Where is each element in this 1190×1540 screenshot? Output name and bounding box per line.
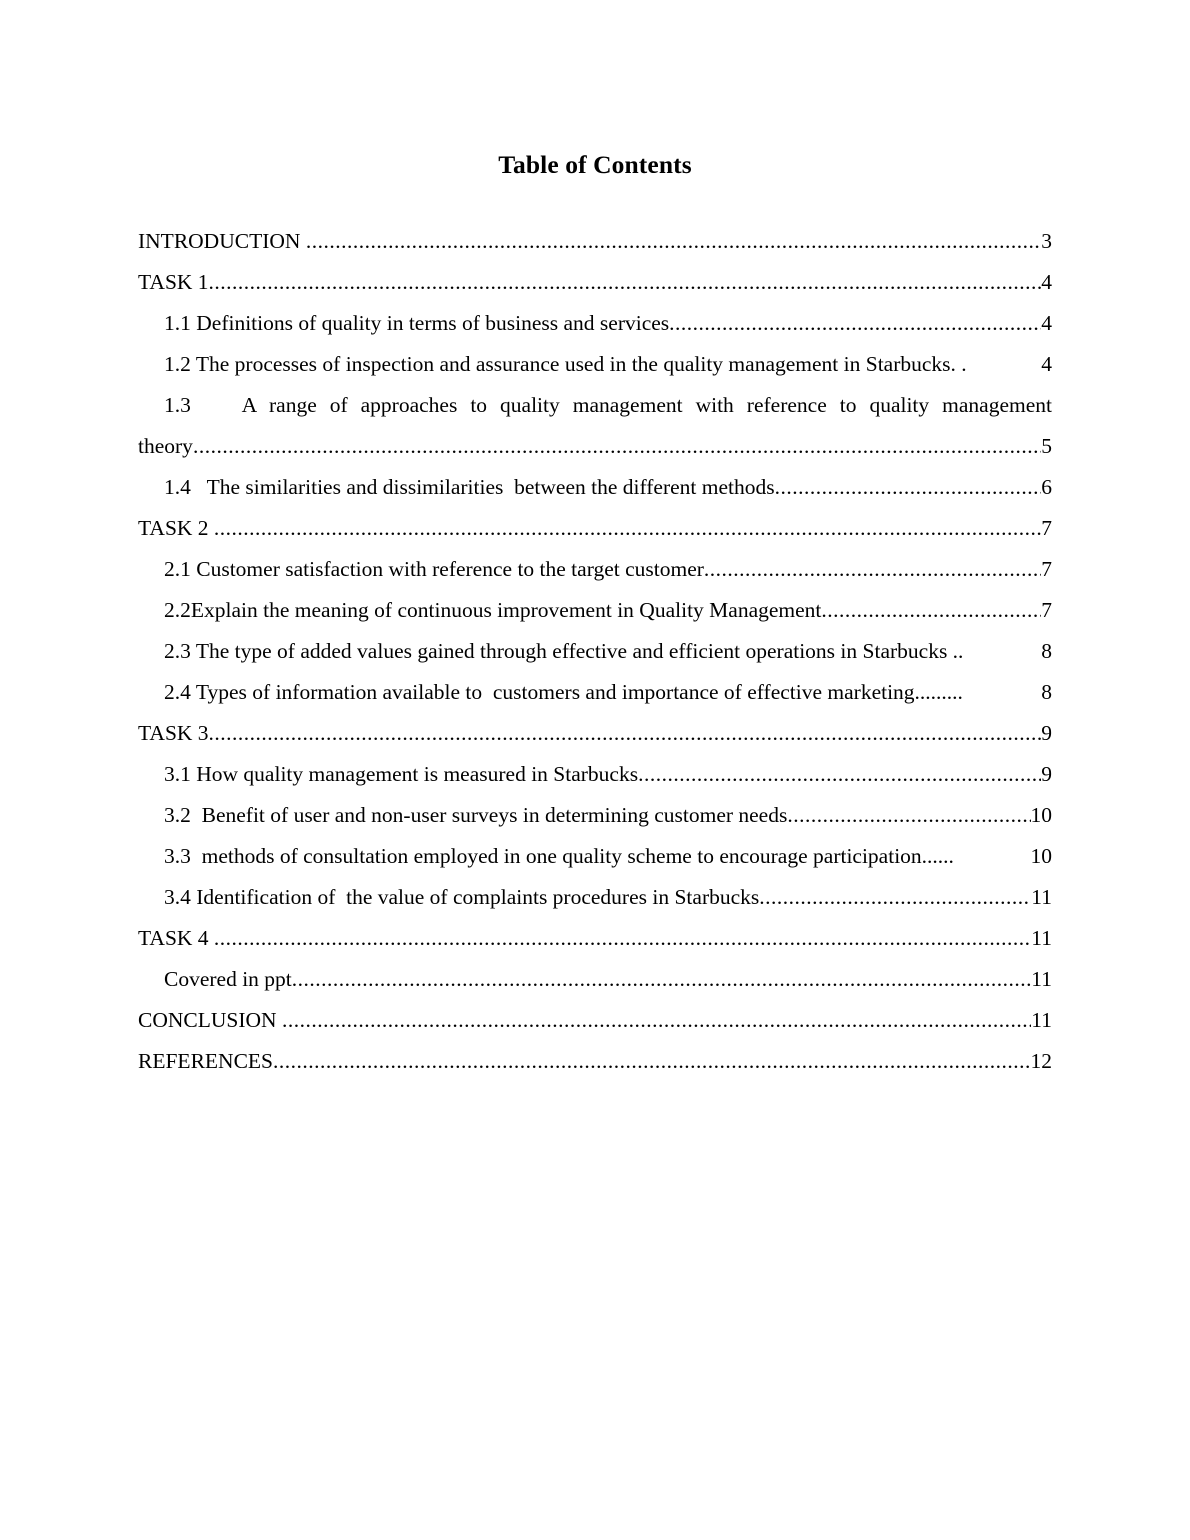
toc-entry-section-3-4[interactable] — [164, 877, 1052, 918]
toc-entry-label: 1.2 The processes of inspection and assurance used in the quality management in Starbucks. . — [164, 351, 967, 376]
toc-entry-label: 2.2Explain the meaning of continuous improvement in Quality Management — [164, 597, 822, 622]
toc-entry-section-3-3[interactable] — [164, 836, 1052, 877]
toc-content — [138, 150, 1052, 1082]
toc-entry-page-number: 10 — [1030, 802, 1052, 827]
toc-entry-label-continuation: theory — [138, 433, 193, 458]
toc-entry-task-2[interactable] — [138, 508, 1052, 549]
toc-entry-label: 2.4 Types of information available to customers and importance of effective marketing......... — [164, 679, 963, 704]
toc-leader-dots — [787, 795, 1030, 836]
toc-entry-label: TASK 3 — [138, 720, 209, 745]
toc-entry-page-number: 11 — [1031, 1007, 1052, 1032]
toc-entry-label: TASK 2 — [138, 515, 214, 540]
toc-entry-page-number: 5 — [1041, 433, 1052, 458]
toc-entry-page-number: 11 — [1031, 925, 1052, 950]
toc-entry-label: INTRODUCTION — [138, 228, 306, 253]
toc-leader-dots — [306, 221, 1041, 262]
toc-entry-page-number: 7 — [1041, 515, 1052, 540]
toc-leader-dots — [282, 1000, 1031, 1041]
toc-leader-dots — [209, 713, 1042, 754]
toc-entry-page-number: 10 — [1030, 843, 1052, 868]
toc-entry-section-1-2[interactable] — [164, 344, 1052, 385]
toc-entry-label: CONCLUSION — [138, 1007, 282, 1032]
toc-entry-covered-in-ppt[interactable] — [164, 959, 1052, 1000]
toc-entry-page-number: 7 — [1041, 597, 1052, 622]
toc-entry-label: 3.4 Identification of the value of complaints procedures in Starbucks — [164, 884, 760, 909]
toc-entry-page-number: 3 — [1041, 228, 1052, 253]
toc-entry-label: TASK 4 — [138, 925, 214, 950]
toc-entry-task-4[interactable] — [138, 918, 1052, 959]
toc-entry-section-2-2[interactable] — [164, 590, 1052, 631]
toc-entry-section-3-1[interactable] — [164, 754, 1052, 795]
toc-entry-page-number: 8 — [1041, 679, 1052, 704]
toc-entry-page-number: 9 — [1041, 720, 1052, 745]
toc-leader-dots — [704, 549, 1041, 590]
toc-entry-page-number: 11 — [1031, 966, 1052, 991]
toc-entry-label: 1.1 Definitions of quality in terms of business and services — [164, 310, 670, 335]
toc-leader-dots — [638, 754, 1041, 795]
toc-entry-page-number: 12 — [1030, 1048, 1052, 1073]
toc-entry-task-1[interactable] — [138, 262, 1052, 303]
toc-leader-dots — [214, 508, 1041, 549]
toc-entry-page-number: 9 — [1041, 761, 1052, 786]
toc-entry-page-number: 8 — [1041, 638, 1052, 663]
toc-leader-dots — [669, 303, 1041, 344]
toc-entry-label: 2.3 The type of added values gained through effective and efficient operations in Starbucks .. — [164, 638, 964, 663]
toc-entry-introduction[interactable] — [138, 221, 1052, 262]
toc-entry-page-number: 7 — [1041, 556, 1052, 581]
toc-entry-label: 3.3 methods of consultation employed in one quality scheme to encourage participation...... — [164, 843, 954, 868]
toc-entry-page-number: 4 — [1041, 351, 1052, 376]
toc-entry-section-1-1[interactable] — [164, 303, 1052, 344]
toc-entry-section-2-1[interactable] — [164, 549, 1052, 590]
toc-entry-page-number: 11 — [1031, 884, 1052, 909]
toc-entry-label: 3.2 Benefit of user and non-user surveys in determining customer needs — [164, 802, 788, 827]
toc-leader-dots — [214, 918, 1031, 959]
toc-entry-section-2-3[interactable] — [164, 631, 1052, 672]
toc-entry-section-1-3[interactable] — [138, 385, 1052, 467]
toc-entry-page-number: 4 — [1041, 310, 1052, 335]
toc-entry-label: 2.1 Customer satisfaction with reference to the target customer — [164, 556, 704, 581]
toc-entry-task-3[interactable] — [138, 713, 1052, 754]
toc-leader-dots — [292, 959, 1032, 1000]
toc-list — [138, 221, 1052, 1082]
toc-leader-dots — [193, 426, 1041, 467]
toc-leader-dots — [775, 467, 1042, 508]
toc-entry-label: REFERENCES — [138, 1048, 273, 1073]
toc-entry-page-number: 6 — [1041, 474, 1052, 499]
toc-leader-dots — [821, 590, 1041, 631]
toc-entry-section-1-4[interactable] — [164, 467, 1052, 508]
toc-entry-label: Covered in ppt — [164, 966, 292, 991]
toc-entry-label: TASK 1 — [138, 269, 209, 294]
toc-entry-label: 3.1 How quality management is measured in Starbucks — [164, 761, 639, 786]
page-title: Table of Contents — [498, 150, 692, 179]
toc-leader-dots — [273, 1041, 1031, 1082]
toc-entry-page-number: 4 — [1041, 269, 1052, 294]
toc-entry-section-3-2[interactable] — [164, 795, 1052, 836]
toc-leader-dots — [209, 262, 1042, 303]
toc-entry-conclusion[interactable] — [138, 1000, 1052, 1041]
toc-leader-dots — [759, 877, 1031, 918]
toc-entry-section-2-4[interactable] — [164, 672, 1052, 713]
toc-entry-label: 1.4 The similarities and dissimilarities between the different methods — [164, 474, 775, 499]
toc-entry-references[interactable] — [138, 1041, 1052, 1082]
toc-entry-label: 1.3 A range of approaches to quality management with reference to quality management — [164, 392, 1052, 417]
